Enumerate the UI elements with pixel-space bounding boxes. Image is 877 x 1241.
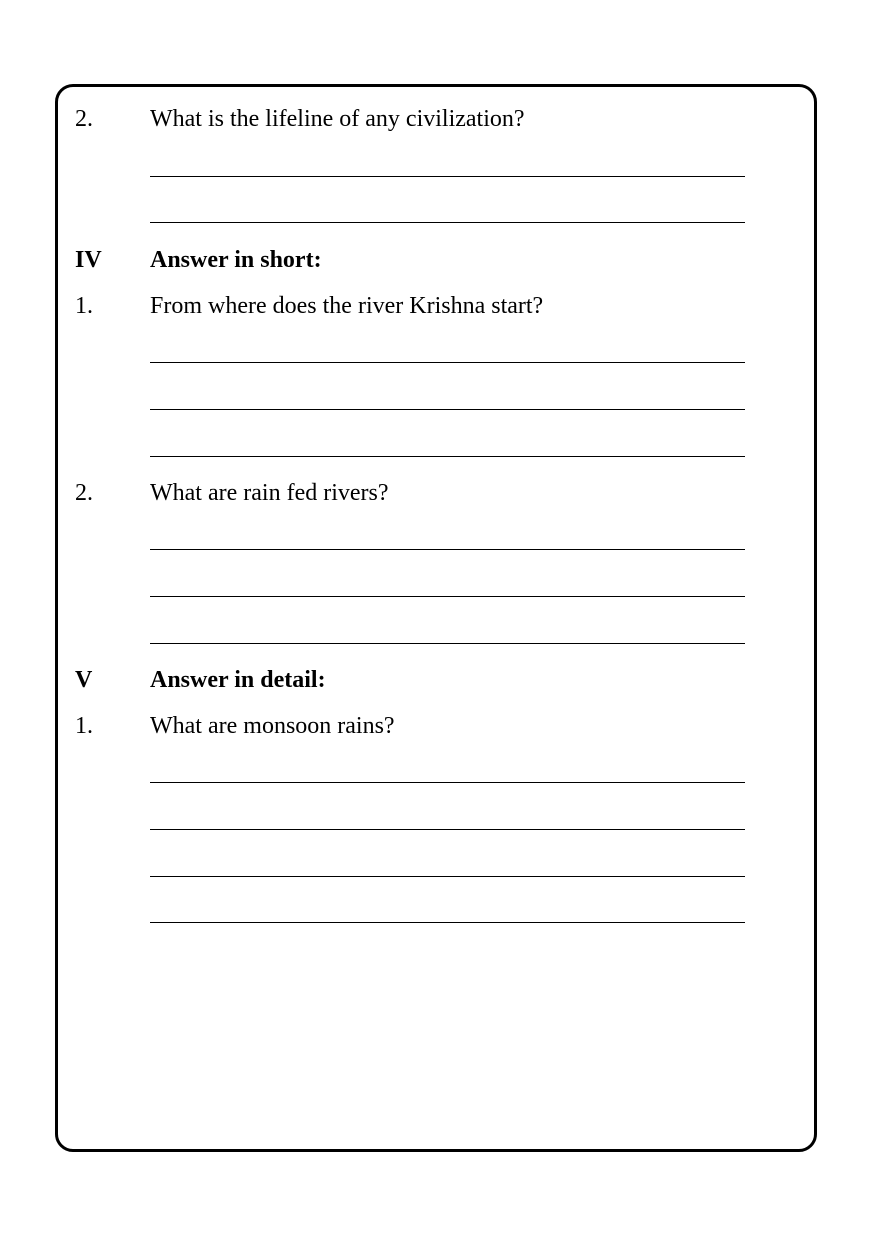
answer-line[interactable]: [150, 876, 745, 877]
question-number: 2.: [75, 480, 93, 506]
answer-line[interactable]: [150, 362, 745, 363]
answer-line[interactable]: [150, 829, 745, 830]
question-text: What are rain fed rivers?: [150, 480, 389, 506]
answer-line[interactable]: [150, 643, 745, 644]
answer-line[interactable]: [150, 222, 745, 223]
answer-line[interactable]: [150, 782, 745, 783]
answer-line[interactable]: [150, 176, 745, 177]
answer-line[interactable]: [150, 596, 745, 597]
question-number: 1.: [75, 293, 93, 319]
question-text: What is the lifeline of any civilization?: [150, 106, 525, 132]
section-title: Answer in short:: [150, 247, 322, 273]
question-text: From where does the river Krishna start?: [150, 293, 544, 319]
question-number: 1.: [75, 713, 93, 739]
answer-line[interactable]: [150, 456, 745, 457]
section-title: Answer in detail:: [150, 667, 326, 693]
question-number: 2.: [75, 106, 93, 132]
question-text: What are monsoon rains?: [150, 713, 395, 739]
answer-line[interactable]: [150, 549, 745, 550]
answer-line[interactable]: [150, 409, 745, 410]
section-number: V: [75, 667, 93, 693]
section-number: IV: [75, 247, 102, 273]
answer-line[interactable]: [150, 922, 745, 923]
